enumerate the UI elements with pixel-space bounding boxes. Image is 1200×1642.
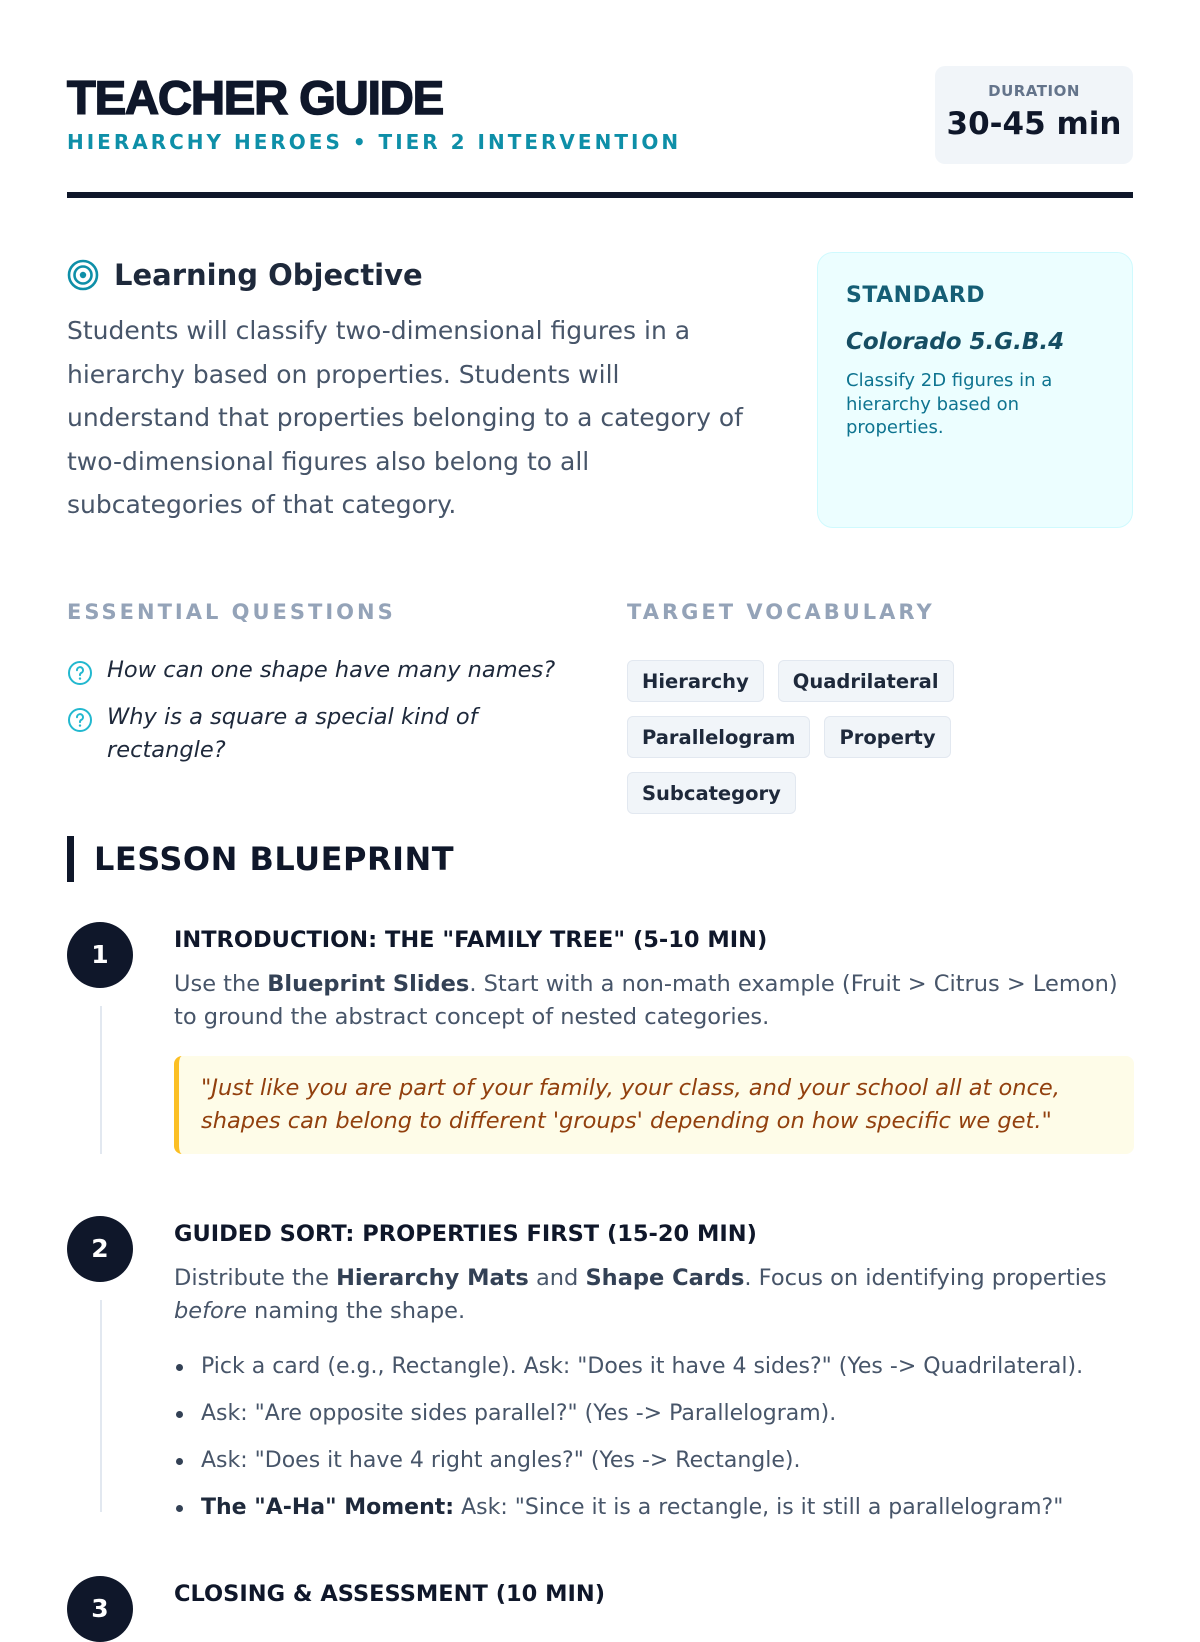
step-number-badge: 1 bbox=[67, 922, 133, 988]
header bbox=[67, 66, 1133, 196]
step-description: Use the Blueprint Slides. Start with a non-math example (Fruit > Citrus > Lemon) to ground the abstract concept of nested categories. bbox=[174, 971, 1118, 1030]
standard-label: STANDARD bbox=[846, 283, 986, 308]
vocab-chip: Subcategory bbox=[627, 772, 796, 814]
step-title: INTRODUCTION: THE "FAMILY TREE" (5-10 MIN) bbox=[174, 927, 768, 953]
step-connector-line bbox=[100, 1300, 102, 1512]
list-item: The "A-Ha" Moment: Ask: "Since it is a rectangle, is it still a parallelogram?" bbox=[174, 1491, 1134, 1524]
objective-title: Learning Objective bbox=[114, 258, 423, 292]
page-subtitle: HIERARCHY HEROES • TIER 2 INTERVENTION bbox=[67, 130, 682, 154]
duration-value: 30-45 min bbox=[946, 106, 1122, 142]
heading-accent-bar bbox=[67, 836, 74, 882]
step-title: CLOSING & ASSESSMENT (10 MIN) bbox=[174, 1581, 605, 1607]
objective-text: Students will classify two-dimensional figures in a hierarchy based on properties. Students will understand that properties belonging to a category of two-dimensional figures also belong to all subcategories of that category. bbox=[67, 316, 743, 519]
question-item bbox=[67, 654, 587, 687]
step-connector-line bbox=[100, 1006, 102, 1154]
header-divider bbox=[67, 192, 1133, 198]
vocabulary-label: TARGET VOCABULARY bbox=[627, 600, 935, 624]
standard-description: Classify 2D figures in a hierarchy based on properties. bbox=[846, 370, 1053, 438]
step-number-badge: 3 bbox=[67, 1576, 133, 1642]
vocab-chip: Quadrilateral bbox=[778, 660, 954, 702]
question-text: Why is a square a special kind of rectangle? bbox=[107, 704, 478, 763]
duration-card bbox=[935, 66, 1133, 164]
vocab-chip: Hierarchy bbox=[627, 660, 764, 702]
lesson-blueprint-heading bbox=[67, 836, 454, 882]
standard-card bbox=[817, 252, 1133, 528]
list-item: Ask: "Does it have 4 right angles?" (Yes -> Rectangle). bbox=[174, 1444, 1134, 1477]
teacher-guide-page bbox=[67, 0, 1133, 1623]
teacher-script-quote: "Just like you are part of your family, your class, and your school all at once, shapes can belong to different 'groups' depending on how specific we get." bbox=[174, 1056, 1134, 1154]
step-number-badge: 2 bbox=[67, 1216, 133, 1282]
page-title: TEACHER GUIDE bbox=[67, 71, 444, 124]
step-description: Distribute the Hierarchy Mats and Shape Cards. Focus on identifying properties before naming the shape. bbox=[174, 1265, 1107, 1324]
step-title: GUIDED SORT: PROPERTIES FIRST (15-20 MIN) bbox=[174, 1221, 757, 1247]
guided-sort-list bbox=[174, 1350, 1134, 1524]
question-circle-icon bbox=[67, 707, 93, 733]
learning-objective-section bbox=[67, 255, 767, 527]
list-item: Ask: "Are opposite sides parallel?" (Yes -> Parallelogram). bbox=[174, 1397, 1134, 1430]
blueprint-title: LESSON BLUEPRINT bbox=[94, 840, 455, 878]
essential-questions-label: ESSENTIAL QUESTIONS bbox=[67, 600, 396, 624]
list-item: Pick a card (e.g., Rectangle). Ask: "Does it have 4 sides?" (Yes -> Quadrilateral). bbox=[174, 1350, 1134, 1383]
essential-questions-section bbox=[67, 600, 587, 781]
target-icon bbox=[67, 259, 99, 291]
vocabulary-chips bbox=[627, 660, 1127, 814]
standard-code: Colorado 5.G.B.4 bbox=[846, 329, 1065, 355]
vocab-chip: Parallelogram bbox=[627, 716, 810, 758]
duration-label: DURATION bbox=[988, 82, 1080, 100]
question-item bbox=[67, 701, 587, 767]
question-text: How can one shape have many names? bbox=[107, 657, 556, 683]
target-vocabulary-section bbox=[627, 600, 1133, 814]
question-circle-icon bbox=[67, 660, 93, 686]
vocab-chip: Property bbox=[824, 716, 950, 758]
